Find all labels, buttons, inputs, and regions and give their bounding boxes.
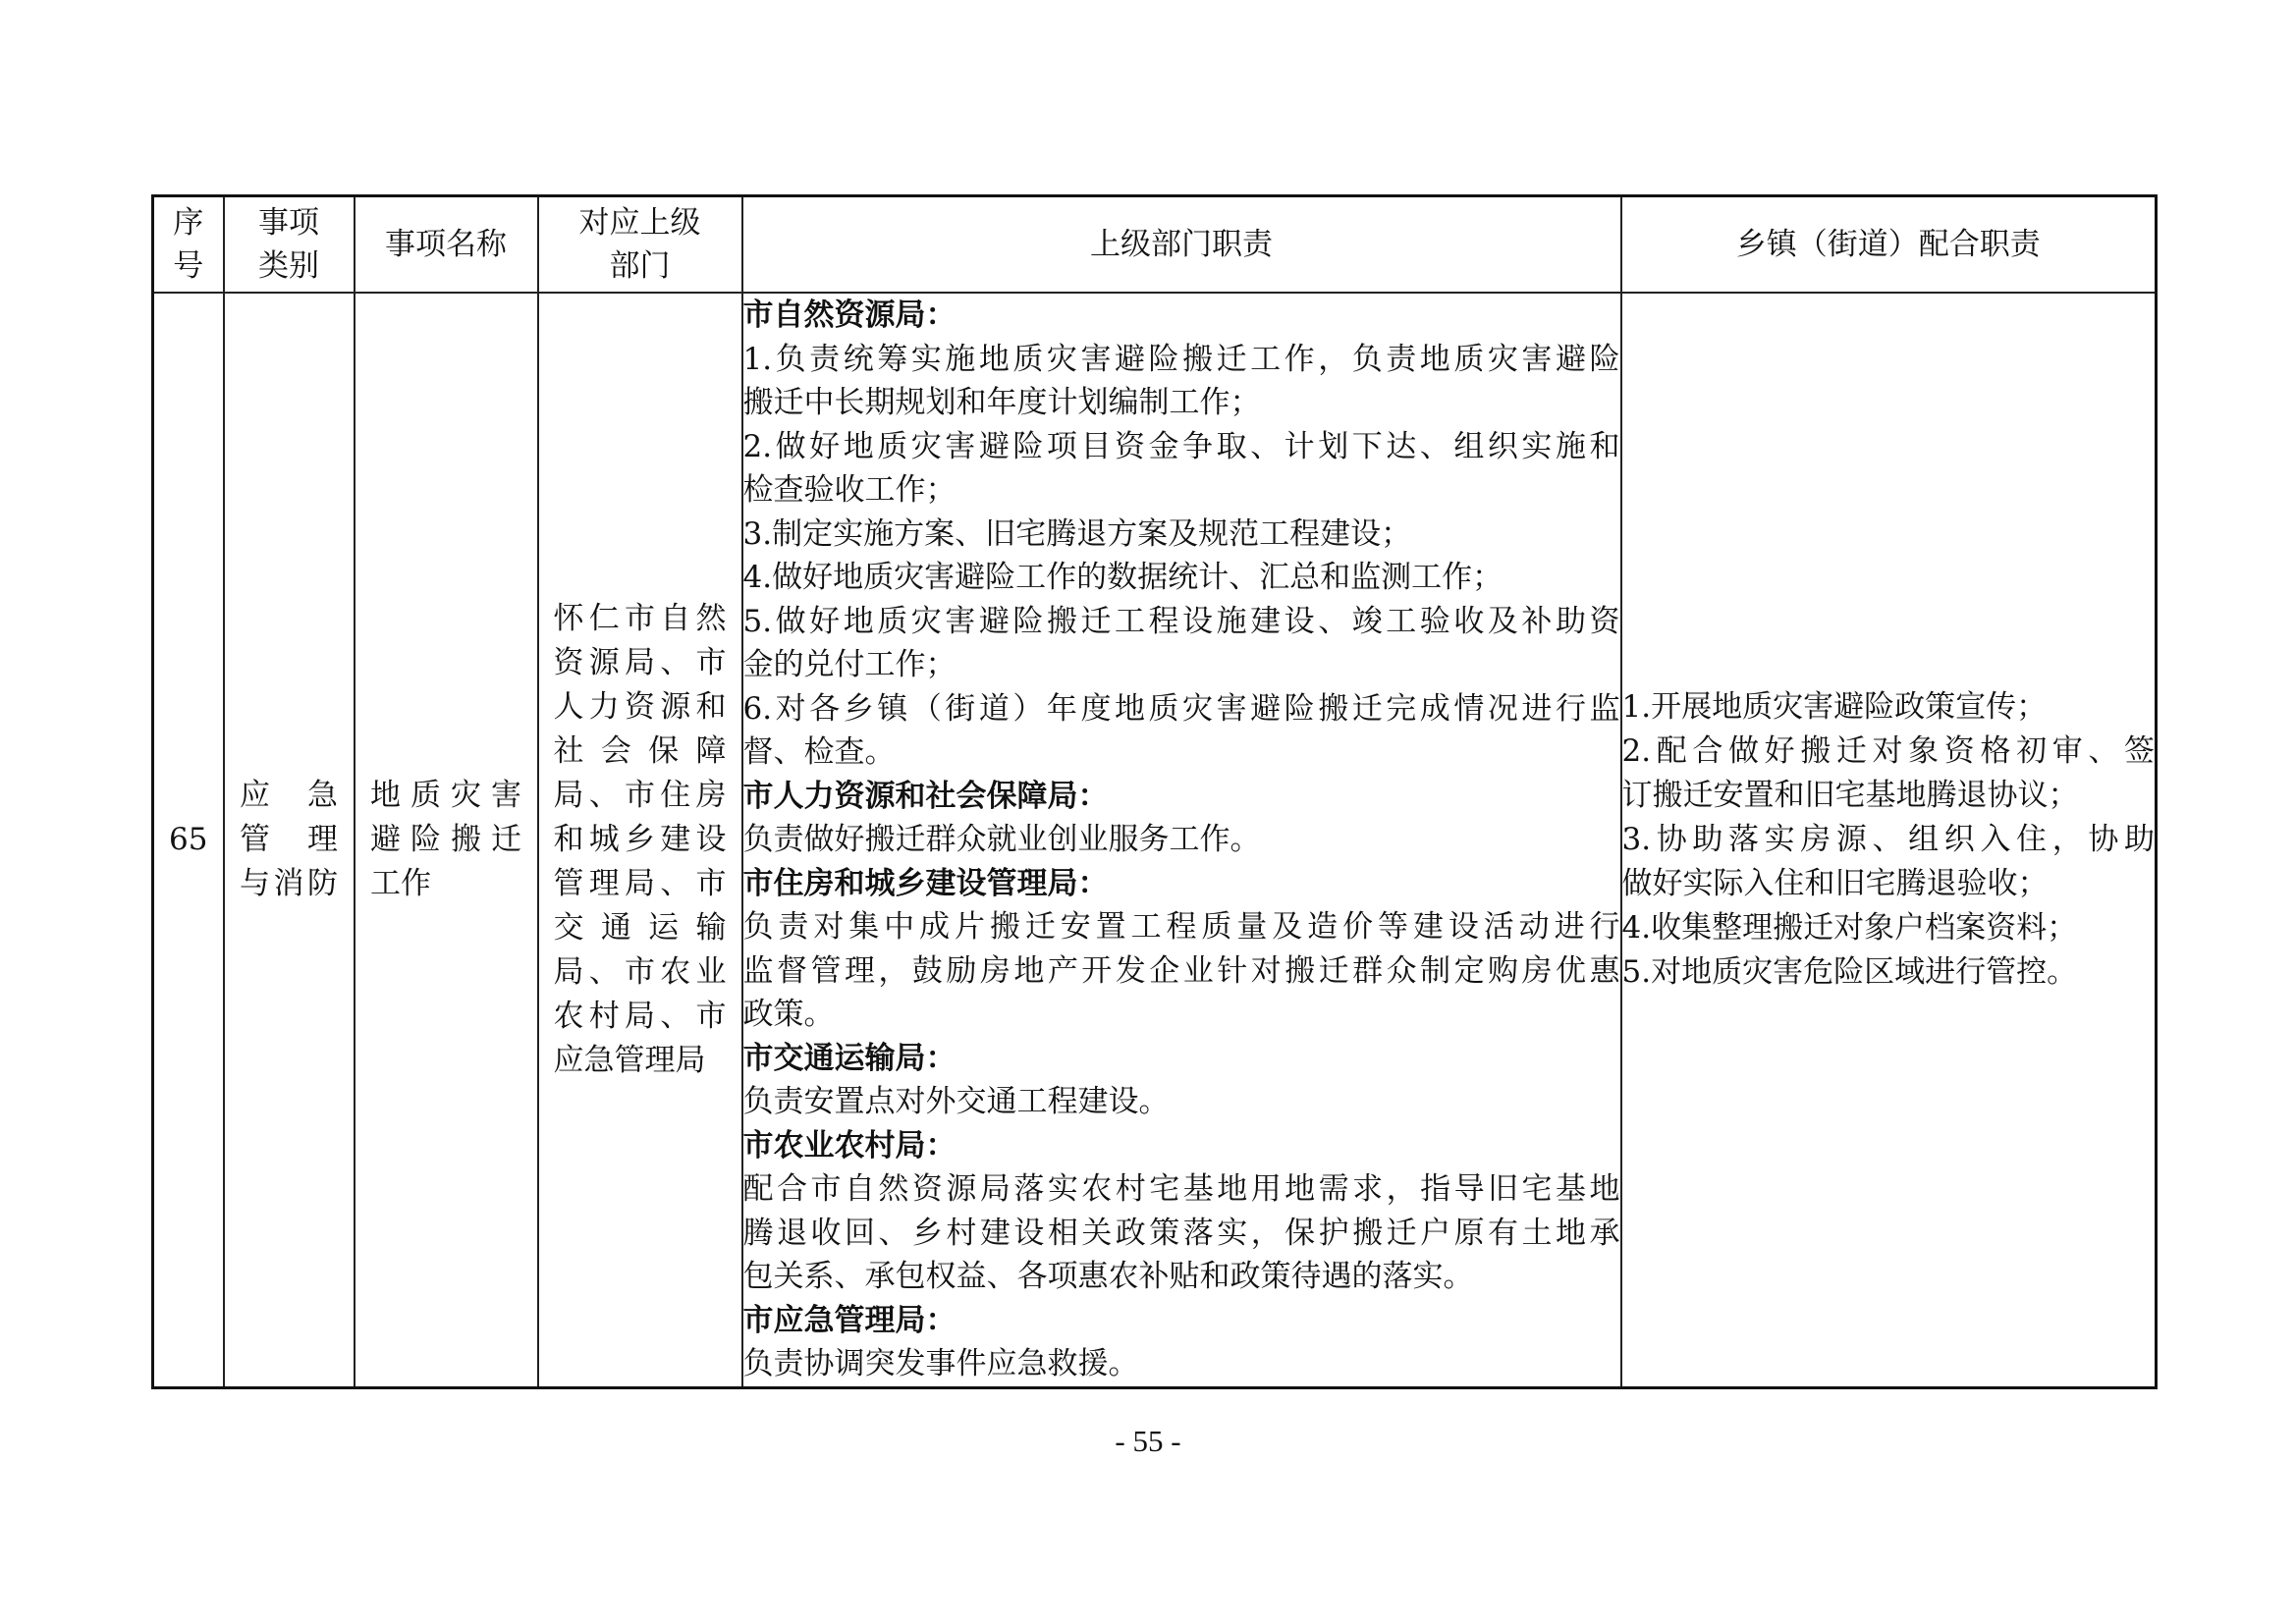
upper-duty-dept-heading: 市交通运输局： [742, 1040, 957, 1076]
header-category-line-1: 事项 [258, 205, 319, 241]
header-category [224, 196, 355, 294]
row-category [224, 293, 355, 1387]
header-dept [538, 196, 742, 294]
upper-duty-dept-heading: 市农业农村局： [742, 1127, 957, 1163]
row-dept-line: 管理局、市 [553, 865, 727, 901]
row-category-text [240, 774, 338, 906]
upper-duty-line: 搬迁中长期规划和年度计划编制工作； [742, 385, 1261, 420]
row-name-line-3: 工作 [370, 865, 431, 901]
upper-duty-line: 督、检查。 [742, 734, 896, 770]
town-duty-line: 4.收集整理搬迁对象户档案资料； [1621, 909, 2078, 946]
town-duty-line: 做好实际入住和旧宅腾退验收； [1621, 865, 2049, 901]
upper-duty-dept-heading: 市住房和城乡建设管理局： [742, 865, 1109, 901]
town-duty-line: 5.对地质灾害危险区域进行管控。 [1621, 953, 2078, 990]
town-duty-line: 3.协助落实房源、组织入住，协助 [1621, 821, 2155, 857]
row-dept [538, 293, 742, 1387]
row-name [355, 293, 538, 1387]
row-dept-line: 应急管理局 [553, 1042, 706, 1078]
upper-duty-line: 包关系、承包权益、各项惠农补贴和政策待遇的落实。 [742, 1259, 1474, 1294]
upper-duty-dept-heading: 市应急管理局： [742, 1302, 957, 1338]
upper-duty-dept-heading: 市人力资源和社会保障局： [742, 778, 1109, 814]
upper-duty-line: 检查验收工作； [742, 472, 957, 508]
upper-duty-line: 金的兑付工作； [742, 647, 957, 682]
upper-duty-line: 负责协调突发事件应急救援。 [742, 1346, 1139, 1381]
table-header-row [153, 196, 2157, 294]
header-no-line-2: 号 [173, 248, 204, 284]
row-name-text [370, 774, 521, 906]
row-category-line-1: 应急 [240, 777, 338, 813]
row-category-line-2: 管理 [240, 821, 338, 857]
header-no [153, 196, 224, 294]
row-dept-line: 怀仁市自然 [553, 600, 727, 636]
upper-duty-line: 腾退收回、乡村建设相关政策落实，保护搬迁户原有土地承 [742, 1215, 1620, 1251]
town-duty-line: 2.配合做好搬迁对象资格初审、签 [1621, 732, 2155, 769]
upper-duty-line: 1.负责统筹实施地质灾害避险搬迁工作，负责地质灾害避险 [742, 341, 1620, 377]
header-dept-line-1: 对应上级 [578, 205, 701, 241]
row-dept-line: 交通运输 [553, 909, 727, 946]
row-dept-line: 人力资源和 [553, 688, 727, 725]
row-dept-line: 局、市农业 [553, 953, 727, 990]
row-town-duty [1621, 293, 2157, 1387]
row-dept-line: 和城乡建设 [553, 821, 727, 857]
row-no: 65 [153, 293, 224, 1387]
upper-duty-line: 政策。 [742, 997, 835, 1032]
upper-duty-line: 4.做好地质灾害避险工作的数据统计、汇总和监测工作； [742, 560, 1503, 595]
header-name: 事项名称 [355, 196, 538, 294]
row-dept-line: 局、市住房 [553, 777, 727, 813]
row-dept-line: 农村局、市 [553, 998, 727, 1034]
upper-duty-line: 负责安置点对外交通工程建设。 [742, 1084, 1170, 1119]
town-duty-line: 订搬迁安置和旧宅基地腾退协议； [1621, 777, 2079, 813]
upper-duty-dept-heading: 市自然资源局： [742, 298, 957, 333]
table-row [153, 293, 2157, 1387]
upper-duty-line: 6.对各乡镇（街道）年度地质灾害避险搬迁完成情况进行监 [742, 690, 1620, 727]
row-dept-line: 社会保障 [553, 732, 727, 769]
row-dept-line: 资源局、市 [553, 644, 727, 680]
upper-duty-line: 3.制定实施方案、旧宅腾退方案及规范工程建设； [742, 515, 1412, 552]
upper-duty-line: 监督管理，鼓励房地产开发企业针对搬迁群众制定购房优惠 [742, 952, 1620, 989]
page-number: - 55 - [1115, 1424, 1181, 1458]
upper-duty-line: 2.做好地质灾害避险项目资金争取、计划下达、组织实施和 [742, 428, 1620, 464]
row-upper-duty [742, 293, 1621, 1387]
row-dept-text [554, 597, 727, 1083]
row-category-line-3: 与消防 [240, 865, 338, 901]
header-dept-line-2: 部门 [609, 248, 671, 284]
upper-duty-line: 配合市自然资源局落实农村宅基地用地需求，指导旧宅基地 [742, 1171, 1620, 1207]
duty-table [151, 194, 2158, 1389]
town-duty-line: 1.开展地质灾害避险政策宣传； [1621, 688, 2048, 725]
header-upper-duty: 上级部门职责 [742, 196, 1621, 294]
upper-duty-line: 负责对集中成片搬迁安置工程质量及造价等建设活动进行 [742, 909, 1620, 945]
header-category-line-2: 类别 [258, 248, 319, 284]
upper-duty-line: 5.做好地质灾害避险搬迁工程设施建设、竣工验收及补助资 [742, 603, 1620, 639]
header-no-line-1: 序 [173, 205, 204, 241]
upper-duty-line: 负责做好搬迁群众就业创业服务工作。 [742, 822, 1261, 857]
row-name-line-1: 地质灾害 [370, 777, 521, 813]
header-town-duty: 乡镇（街道）配合职责 [1621, 196, 2157, 294]
row-name-line-2: 避险搬迁 [370, 821, 521, 857]
